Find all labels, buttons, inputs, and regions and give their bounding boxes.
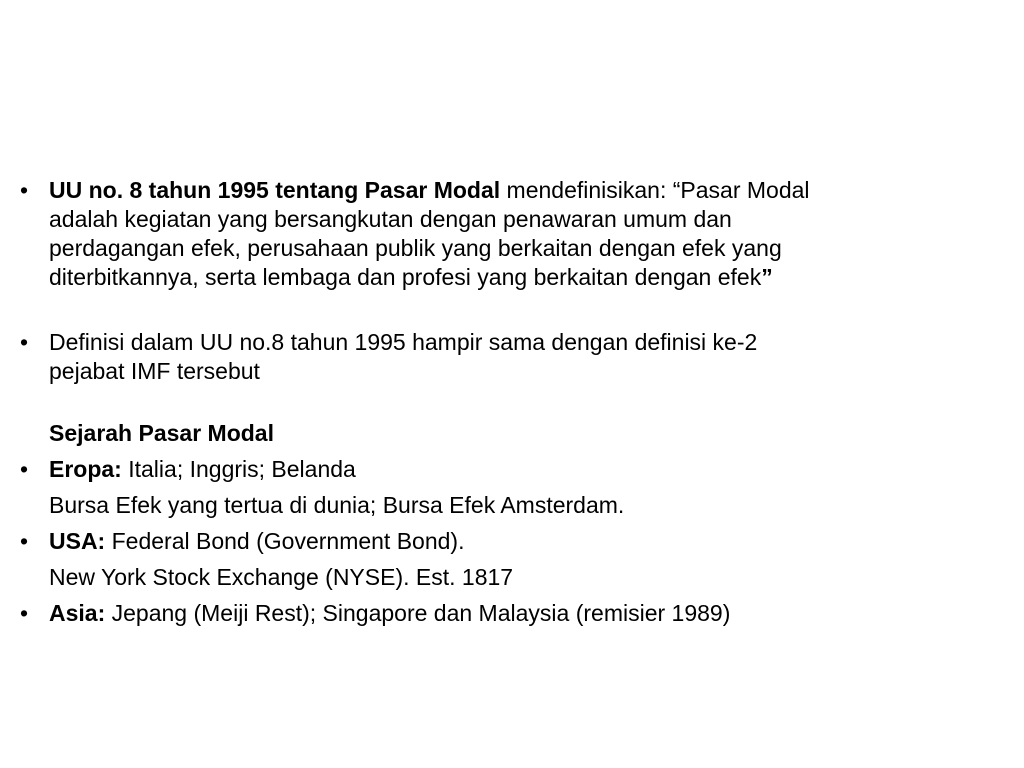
uu-title: UU no. 8 tahun 1995 tentang Pasar Modal <box>49 177 501 203</box>
eropa-label: Eropa: <box>49 456 122 482</box>
asia-text: Jepang (Meiji Rest); Singapore dan Malaysia (remisier 1989) <box>105 600 731 626</box>
sejarah-heading: Sejarah Pasar Modal <box>49 420 274 446</box>
bullet-icon: • <box>19 177 29 203</box>
asia-label: Asia: <box>49 600 106 626</box>
definition-comparison-text: Definisi dalam UU no.8 tahun 1995 hampir sama dengan definisi ke-2 pejabat IMF tersebut <box>49 329 758 384</box>
eropa-detail <box>14 491 834 520</box>
usa-detail-text: New York Stock Exchange (NYSE). Est. 1817 <box>49 564 514 590</box>
eropa-text: Italia; Inggris; Belanda <box>121 456 356 482</box>
bullet-item-asia <box>14 599 834 628</box>
bullet-item-definition-comparison <box>14 328 834 386</box>
bullet-item-uu-definition <box>14 176 834 292</box>
bullet-item-usa <box>14 527 834 556</box>
closing-quote: ” <box>761 264 773 290</box>
bullet-icon: • <box>19 528 29 554</box>
slide-content <box>14 176 834 628</box>
usa-label: USA: <box>49 528 106 554</box>
bullet-item-eropa <box>14 455 834 484</box>
usa-text: Federal Bond (Government Bond). <box>105 528 465 554</box>
eropa-detail-text: Bursa Efek yang tertua di dunia; Bursa Efek Amsterdam. <box>49 492 625 518</box>
bullet-icon: • <box>19 329 29 355</box>
usa-detail <box>14 563 834 592</box>
bullet-icon: • <box>19 456 29 482</box>
bullet-icon: • <box>19 600 29 626</box>
section-heading-sejarah <box>14 419 834 448</box>
uu-definition-text: mendefinisikan: “Pasar Modal adalah kegiatan yang bersangkutan dengan penawaran umum dan perdagangan efek, perusahaan publik yang berkaitan dengan efek yang diterbitkannya, serta lembaga dan profesi yang berkaitan dengan efek <box>49 177 810 290</box>
